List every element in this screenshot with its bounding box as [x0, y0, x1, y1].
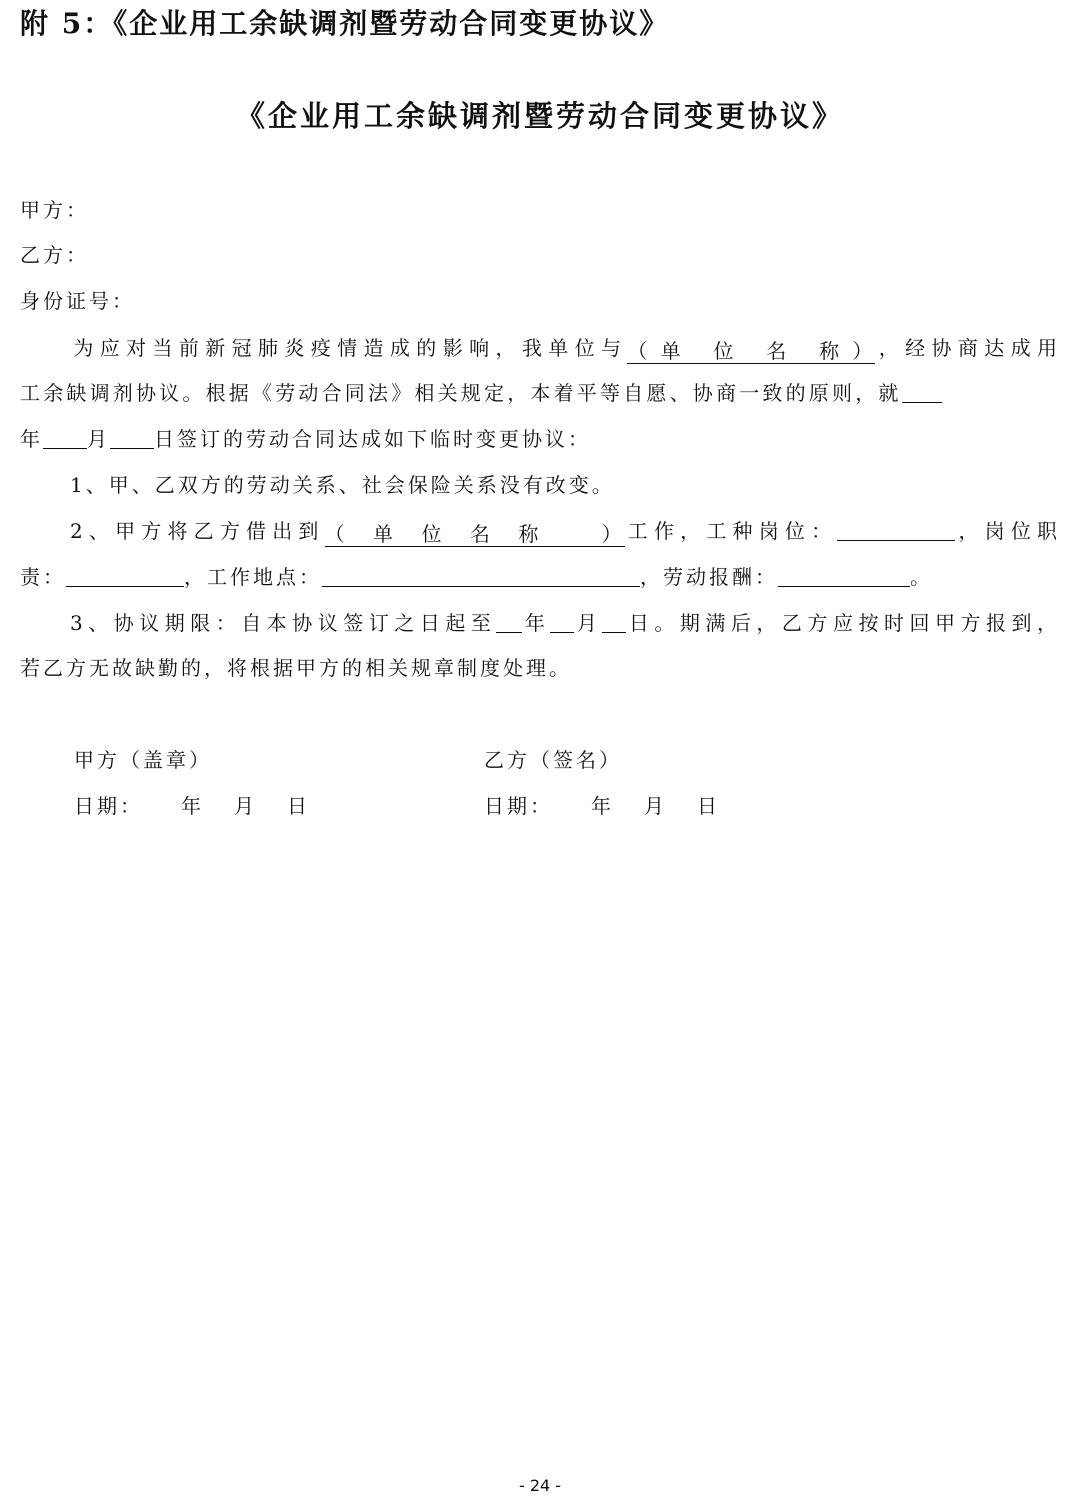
item3-line2: 若乙方无故缺勤的，将根据甲方的相关规章制度处理。 [20, 656, 572, 680]
party-b-date: 日期： 年 月 日 [484, 794, 720, 818]
item2-line2: 责： ，工作地点： ，劳动报酬： 。 [20, 562, 1060, 592]
job-duty-blank [66, 562, 184, 587]
remuneration-blank [778, 562, 910, 587]
annex-label: 附 5：《企业用工余缺调剂暨劳动合同变更协议》 [20, 7, 670, 40]
para1-line1: 为应对当前新冠肺炎疫情造成的影响，我单位与（单 位 名 称），经协商达成用 [70, 336, 1061, 363]
unit-name-blank: （单 位 名 称） [627, 339, 876, 363]
para1-line3: 年 月 日签订的劳动合同达成如下临时变更协议： [20, 424, 1060, 454]
party-a-label: 甲方： [20, 198, 89, 222]
job-position-blank [837, 516, 955, 541]
party-a-seal-label: 甲方（盖章） [74, 748, 212, 772]
term-day-blank [602, 608, 626, 633]
party-b-sign-label: 乙方（签名） [484, 748, 622, 772]
item3-line1: 3、协议期限：自本协议签订之日起至 年 月 日。期满后，乙方应按时回甲方报到， [20, 608, 1060, 638]
party-b-label: 乙方： [20, 243, 89, 267]
term-year-blank [496, 608, 522, 633]
contract-month-blank [43, 424, 87, 449]
id-number-label: 身份证号： [20, 289, 135, 313]
work-location-blank [322, 562, 640, 587]
document-title: 《企业用工余缺调剂暨劳动合同变更协议》 [235, 99, 844, 133]
item1: 1、甲、乙双方的劳动关系、社会保险关系没有改变。 [70, 473, 615, 497]
contract-day-blank [110, 424, 154, 449]
borrowing-unit-blank: （单位名称 ） [324, 522, 625, 546]
contract-year-blank-prefix [902, 378, 942, 403]
party-a-date: 日期： 年 月 日 [74, 794, 310, 818]
term-month-blank [550, 608, 574, 633]
para1-line2: 工余缺调剂协议。根据《劳动合同法》相关规定，本着平等自愿、协商一致的原则，就 [20, 378, 1060, 408]
item2-line1: 2、甲方将乙方借出到（单位名称 ）工作，工种岗位： ，岗位职 [20, 516, 1060, 547]
page-number: - 24 - [518, 1476, 562, 1495]
